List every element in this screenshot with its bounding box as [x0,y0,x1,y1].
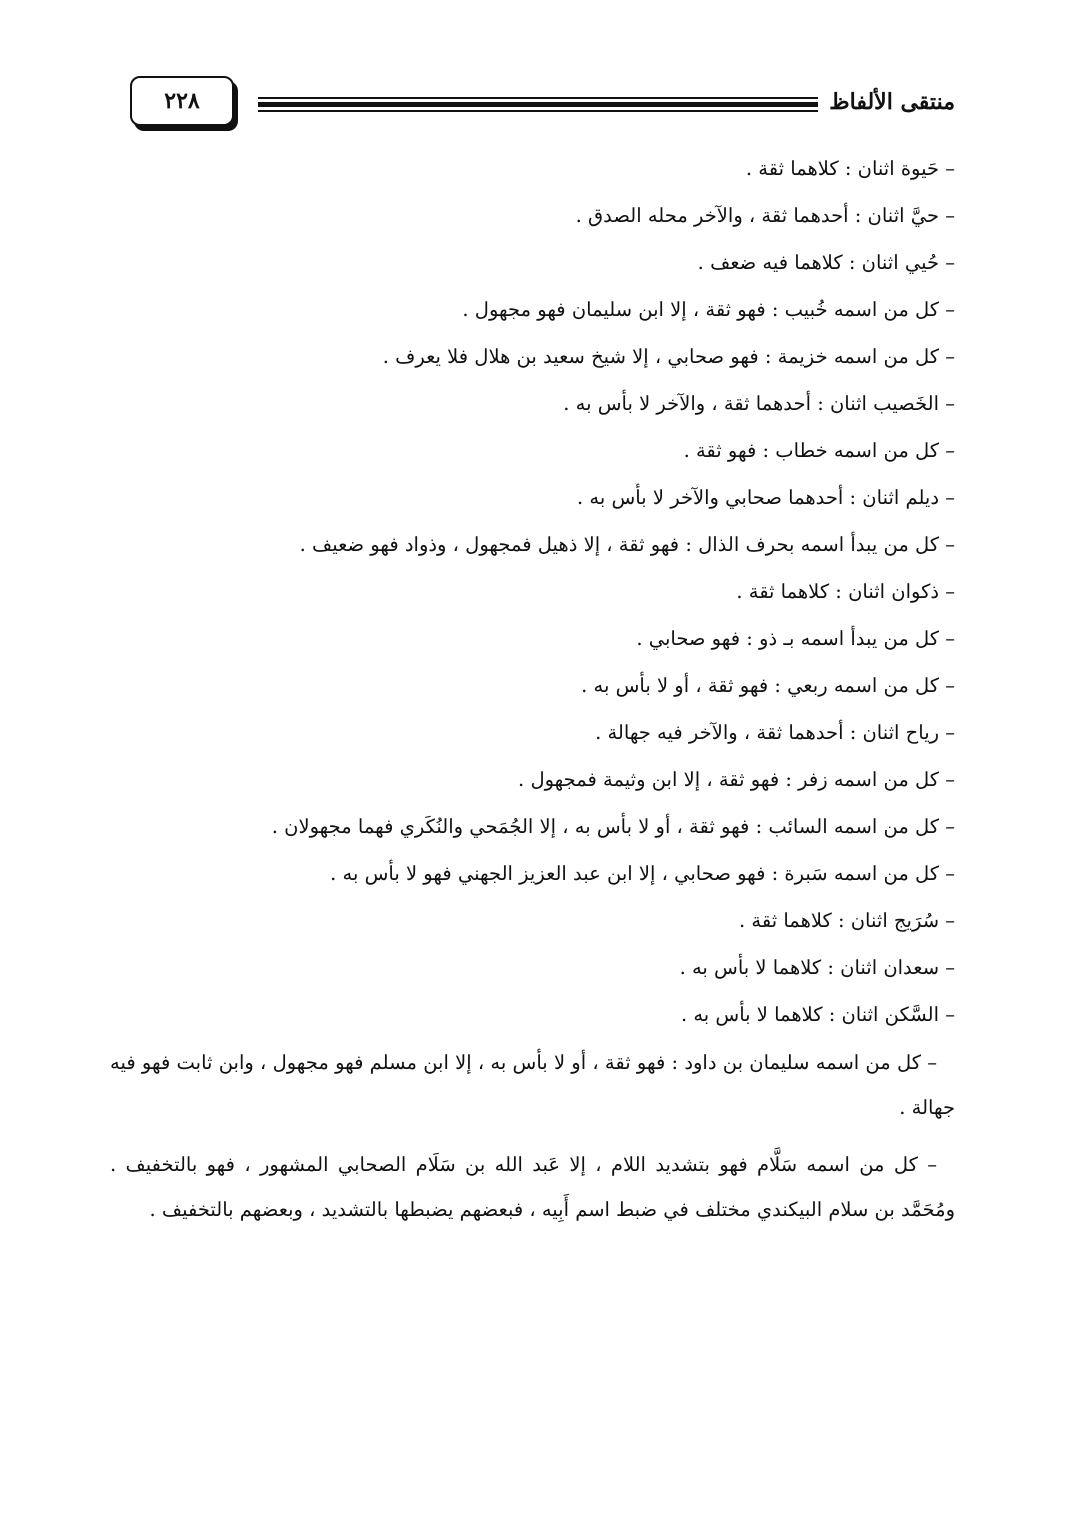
page-number-box [130,76,234,126]
entry-line: – كل من اسمه السائب : فهو ثقة ، أو لا بأس به ، إلا الجُمَحي والنُكَري فهما مجهولان . [271,815,955,838]
entry-line: – كل من يبدأ اسمه بحرف الذال : فهو ثقة ، إلا ذهيل فمجهول ، وذواد فهو ضعيف . [299,533,955,556]
entry-line: – حَيوة اثنان : كلاهما ثقة . [745,157,955,180]
entry-line: – ديلم اثنان : أحدهما صحابي والآخر لا بأس به . [577,486,955,509]
entry-line: – كل من اسمه خُبيب : فهو ثقة ، إلا ابن سليمان فهو مجهول . [462,298,955,321]
entry-line: – سعدان اثنان : كلاهما لا بأس به . [679,956,955,979]
entry-line: – الخَصيب اثنان : أحدهما ثقة ، والآخر لا بأس به . [563,392,955,415]
entry-line: – كل من يبدأ اسمه بـ ذو : فهو صحابي . [636,627,955,650]
entry-line: – حيَّ اثنان : أحدهما ثقة ، والآخر محله الصدق . [575,204,955,227]
entry-line: – كل من اسمه خطاب : فهو ثقة . [683,439,955,462]
page-body [110,145,955,1232]
entry-line: – كل من اسمه سَبرة : فهو صحابي ، إلا ابن عبد العزيز الجهني فهو لا بأس به . [330,862,955,885]
entry-line: – سُرَيج اثنان : كلاهما ثقة . [739,909,955,932]
entry-line: – رياح اثنان : أحدهما ثقة ، والآخر فيه جهالة . [595,721,955,744]
header-rule-thin-top [258,97,818,99]
entry-line: – السَّكن اثنان : كلاهما لا بأس به . [680,1003,955,1026]
page-number: ٢٢٨ [164,88,200,114]
entry-line: – كل من اسمه زفر : فهو ثقة ، إلا ابن وثيمة فمجهول . [518,768,955,791]
entry-line: – حُيي اثنان : كلاهما فيه ضعف . [697,251,955,274]
entry-line: – كل من اسمه خزيمة : فهو صحابي ، إلا شيخ سعيد بن هلال فلا يعرف . [382,345,955,368]
page-header [110,70,955,132]
book-title: منتقى الألفاظ [829,89,955,115]
header-rule-thick [258,102,818,107]
entry-line: – كل من اسمه ربعي : فهو ثقة ، أو لا بأس به . [581,674,955,697]
entry-paragraph: – كل من اسمه سليمان بن داود : فهو ثقة ، أو لا بأس به ، إلا ابن مسلم فهو مجهول ، وابن ثابت فهو فيه جهالة . [110,1051,955,1119]
entry-line: – ذكوان اثنان : كلاهما ثقة . [736,580,955,603]
entry-paragraph: – كل من اسمه سَلَّام فهو بتشديد اللام ، إلا عَبد الله بن سَلَام الصحابي المشهور ، فهو بالتخفيف . ومُحَمَّد بن سلام البيكندي مختلف في ضبط اسم أَبِيه ، فبعضهم يضبطها بالتشديد ، وبعضهم بالتخفيف . [110,1153,955,1221]
header-rule-thin-bottom [258,110,818,112]
